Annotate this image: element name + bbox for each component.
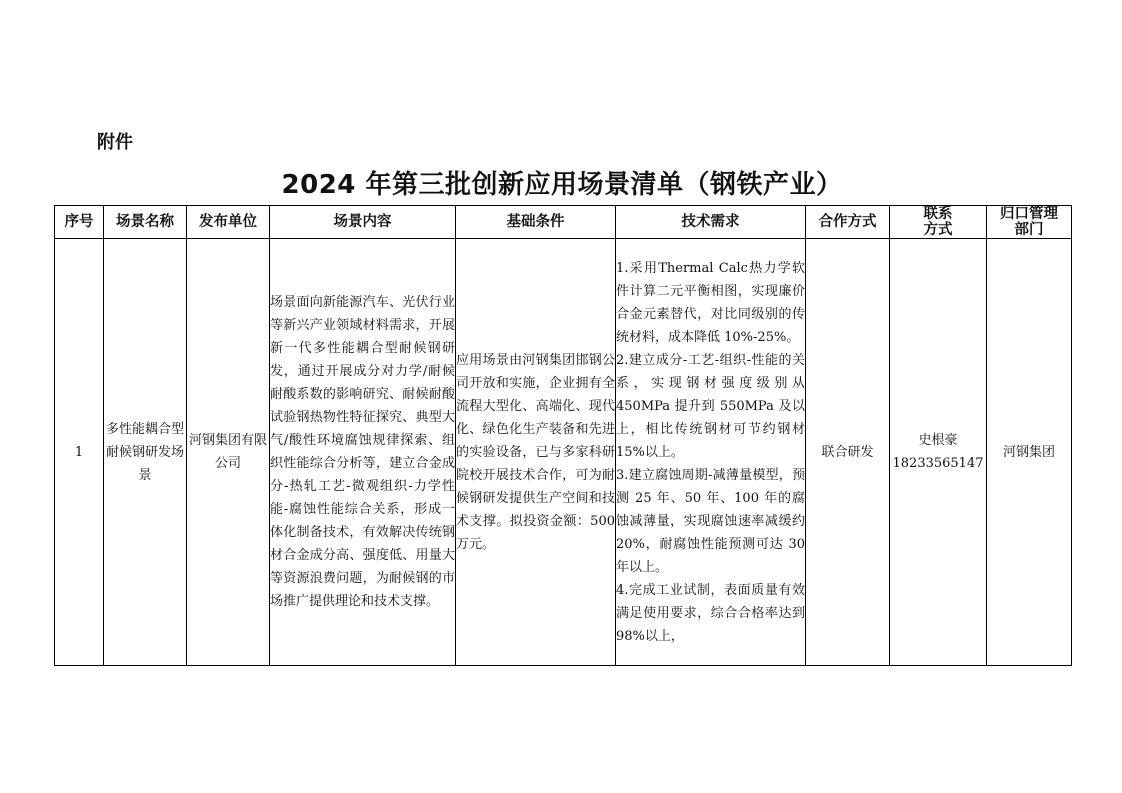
tech-item-2: 2.建立成分-工艺-组织-性能的关系，实现钢材强度级别从 450MPa 提升到 550MPa 及以上，相比传统钢材可节约钢材 15%以上。 — [616, 352, 805, 460]
contact-phone: 18233565147 — [892, 456, 984, 471]
cell-contact — [890, 239, 987, 666]
header-contact-line2: 方式 — [923, 222, 953, 238]
tech-item-1: 1.采用Thermal Calc热力学软件计算二元平衡相图，实现廉价合金元素替代，对比同级别的传统材料，成本降低 10%-25%。 — [616, 260, 805, 345]
header-scene-name: 场景名称 — [104, 206, 187, 239]
header-basis: 基础条件 — [456, 206, 616, 239]
cell-cooperation: 联合研发 — [806, 239, 890, 666]
page-title: 2024 年第三批创新应用场景清单（钢铁产业） — [281, 170, 843, 200]
header-tech: 技术需求 — [616, 206, 806, 239]
cell-index: 1 — [55, 239, 104, 666]
scene-table — [54, 205, 1072, 666]
table-header-row — [55, 206, 1072, 239]
header-content: 场景内容 — [270, 206, 456, 239]
cell-dept: 河钢集团 — [987, 239, 1072, 666]
header-contact-line1: 联系 — [923, 206, 953, 222]
header-index: 序号 — [55, 206, 104, 239]
header-dept-line2: 部门 — [1014, 222, 1044, 238]
contact-name: 史根豪 — [918, 433, 958, 448]
cell-publisher: 河钢集团有限公司 — [187, 239, 270, 666]
table-row — [55, 239, 1072, 666]
cell-content: 场景面向新能源汽车、光伏行业等新兴产业领域材料需求，开展新一代多性能耦合型耐候钢研发，通过开展成分对力学/耐候耐酸系数的影响研究、耐候耐酸试验钢热物性特征探究、典型大气/酸性环境腐蚀规律探索、组织性能综合分析等，建立合金成分-热轧工艺-微观组织-力学性能-腐蚀性能综合关系，形成一体化制备技术，有效解决传统钢材合金成分高、强度低、用量大等资源浪费问题，为耐候钢的市场推广提供理论和技术支撑。 — [270, 239, 456, 666]
header-publisher: 发布单位 — [187, 206, 270, 239]
cell-basis: 应用场景由河钢集团邯钢公司开放和实施，企业拥有全流程大型化、高端化、现代化、绿色化生产装备和先进的实验设备，已与多家科研院校开展技术合作，可为耐候钢研发提供生产空间和技术支撑。拟投资金额：500 万元。 — [456, 239, 616, 666]
attachment-label: 附件 — [97, 132, 133, 153]
header-dept-line1: 归口管理 — [1000, 206, 1058, 222]
cell-tech — [616, 239, 806, 666]
header-dept — [987, 206, 1072, 239]
tech-item-3: 3.建立腐蚀周期-减薄量模型，预测 25 年、50 年、100 年的腐蚀减薄量，实现腐蚀速率减缓约 20%，耐腐蚀性能预测可达 30 年以上。 — [616, 467, 805, 575]
cell-scene-name: 多性能耦合型耐候钢研发场景 — [104, 239, 187, 666]
header-contact — [890, 206, 987, 239]
header-cooperation: 合作方式 — [806, 206, 890, 239]
tech-item-4: 4.完成工业试制，表面质量有效满足使用要求，综合合格率达到 98%以上， — [616, 582, 805, 644]
